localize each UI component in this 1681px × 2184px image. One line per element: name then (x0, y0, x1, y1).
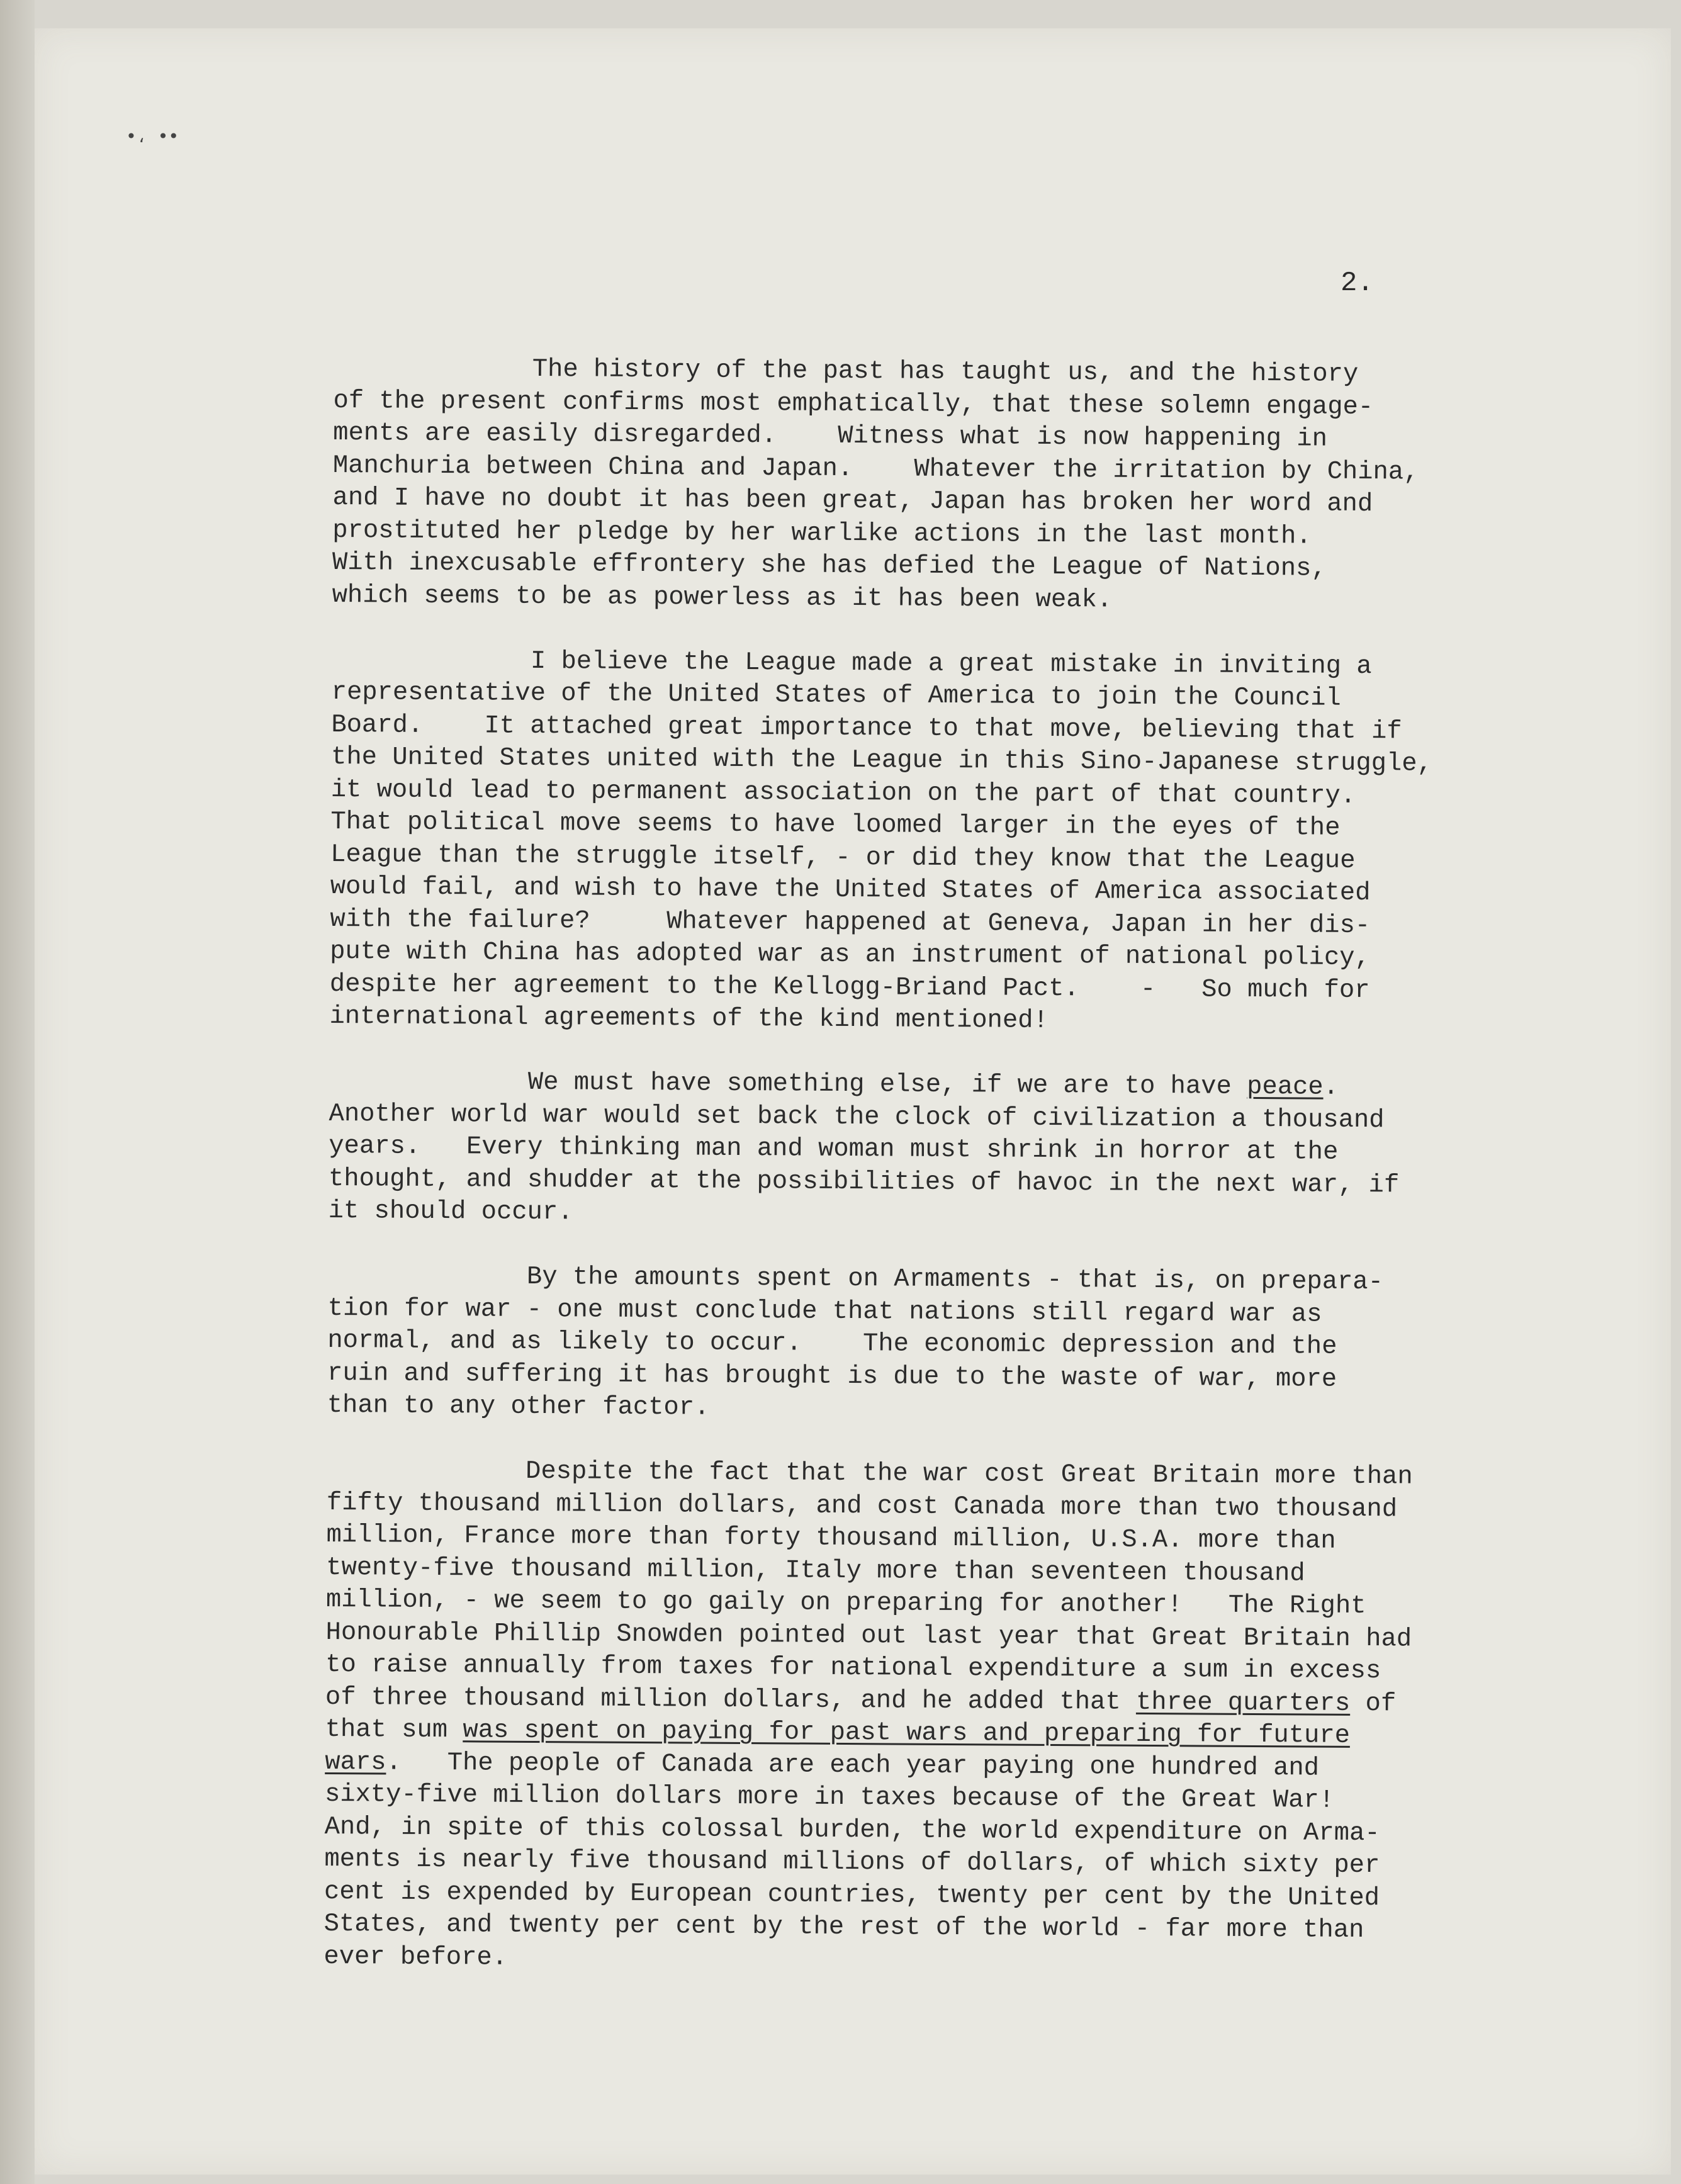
text-segment: and I have no doubt it has been great, Japan has broken her word and (332, 483, 1373, 519)
text-segment: That political move seems to have loomed larger in the eyes of the (330, 807, 1341, 843)
text-segment: international agreements of the kind mentioned! (329, 1001, 1049, 1035)
text-segment: with the failure? Whatever happened at Geneva, Japan in her dis- (330, 904, 1371, 940)
text-segment: thought, and shudder at the possibilities of havoc in the next war, if (328, 1164, 1400, 1200)
text-segment: that sum (325, 1714, 463, 1745)
scan-edge (0, 0, 35, 2184)
text-segment: Another world war would set back the clock of civilization a thousand (329, 1099, 1385, 1135)
page-mark: •، •• (126, 126, 179, 147)
text-segment: of three thousand million dollars, and he added that (325, 1682, 1137, 1717)
text-segment: And, in spite of this colossal burden, the world expenditure on Arma- (324, 1812, 1380, 1848)
document-body (323, 352, 1517, 2013)
underlined-text: peace (1247, 1072, 1324, 1102)
text-segment: fifty thousand million dollars, and cost Canada more than two thousand (326, 1488, 1398, 1524)
text-segment: The history of the past has taught us, and the history (333, 353, 1359, 389)
text-segment: would fail, and wish to have the United States of America associated (330, 872, 1371, 908)
page-number: 2. (1341, 267, 1374, 299)
text-segment: ever before. (323, 1942, 508, 1973)
text-segment: I believe the League made a great mistake in inviting a (331, 645, 1372, 681)
text-segment: representative of the United States of America to join the Council (331, 677, 1341, 713)
text-segment: . (1323, 1072, 1339, 1102)
text-line (332, 579, 1515, 619)
text-segment: cent is expended by European countries, twenty per cent by the United (323, 1877, 1380, 1913)
text-segment: Board. It attached great importance to that move, believing that if (331, 710, 1402, 746)
text-segment: it would lead to permanent association on the part of that country. (330, 775, 1356, 811)
text-segment: to raise annually from taxes for national expenditure a sum in excess (325, 1650, 1381, 1686)
text-segment: Manchuria between China and Japan. Whatever the irritation by China, (332, 451, 1419, 487)
text-segment: Despite the fact that the war cost Great Britain more than (327, 1455, 1413, 1492)
text-segment: . The people of Canada are each year paying one hundred and (386, 1748, 1320, 1783)
text-segment: States, and twenty per cent by the rest of the world - far more than (323, 1909, 1364, 1945)
paragraph (327, 1260, 1512, 1429)
text-segment: twenty-five thousand million, Italy more than seventeen thousand (326, 1553, 1305, 1588)
text-segment: We must have something else, if we are to have (329, 1066, 1247, 1101)
text-segment: ments are easily disregarded. Witness what is now happening in (333, 418, 1328, 454)
text-segment: million, France more than forty thousand million, U.S.A. more than (326, 1520, 1336, 1556)
text-segment: normal, and as likely to occur. The economic depression and the (327, 1326, 1337, 1361)
paragraph (329, 1066, 1513, 1235)
text-segment: despite her agreement to the Kellogg-Briand Pact. - So much for (329, 969, 1370, 1005)
paragraph (323, 1455, 1510, 1980)
text-segment: League than the struggle itself, - or did they know that the League (330, 840, 1356, 875)
underlined-text: wars (325, 1747, 386, 1777)
text-segment: With inexcusable effrontery she has defied the League of Nations, (332, 548, 1327, 583)
text-segment: years. Every thinking man and woman must shrink in horror at the (329, 1131, 1339, 1167)
text-segment: Honourable Phillip Snowden pointed out last year that Great Britain had (325, 1618, 1412, 1654)
underlined-text: three quarters (1135, 1687, 1351, 1718)
paragraph (329, 644, 1515, 1040)
text-segment: tion for war - one must conclude that nations still regard war as (327, 1293, 1322, 1329)
text-segment: prostituted her pledge by her warlike actions in the last month. (332, 515, 1312, 551)
text-segment: pute with China has adopted war as an instrument of national policy, (330, 937, 1370, 973)
text-segment: it should occur. (328, 1196, 573, 1227)
text-segment: than to any other factor. (327, 1390, 710, 1422)
text-segment: ruin and suffering it has brought is due to the waste of war, more (327, 1358, 1337, 1394)
text-segment: sixty-five million dollars more in taxes because of the Great War! (324, 1779, 1335, 1815)
text-segment: of the present confirms most emphatically, that these solemn engage- (333, 386, 1374, 422)
text-segment: which seems to be as powerless as it has been weak. (332, 580, 1113, 615)
text-segment: By the amounts spent on Armaments - that is, on prepara- (327, 1261, 1384, 1297)
paragraph (332, 352, 1516, 619)
text-segment: million, - we seem to go gaily on preparing for another! The Right (325, 1585, 1366, 1621)
text-segment: of (1350, 1689, 1397, 1718)
text-segment: the United States united with the League in this Sino-Japanese struggle, (330, 742, 1433, 779)
underlined-text: was spent on paying for past wars and preparing for future (463, 1716, 1351, 1750)
text-segment: ments is nearly five thousand millions of dollars, of which sixty per (324, 1844, 1380, 1881)
